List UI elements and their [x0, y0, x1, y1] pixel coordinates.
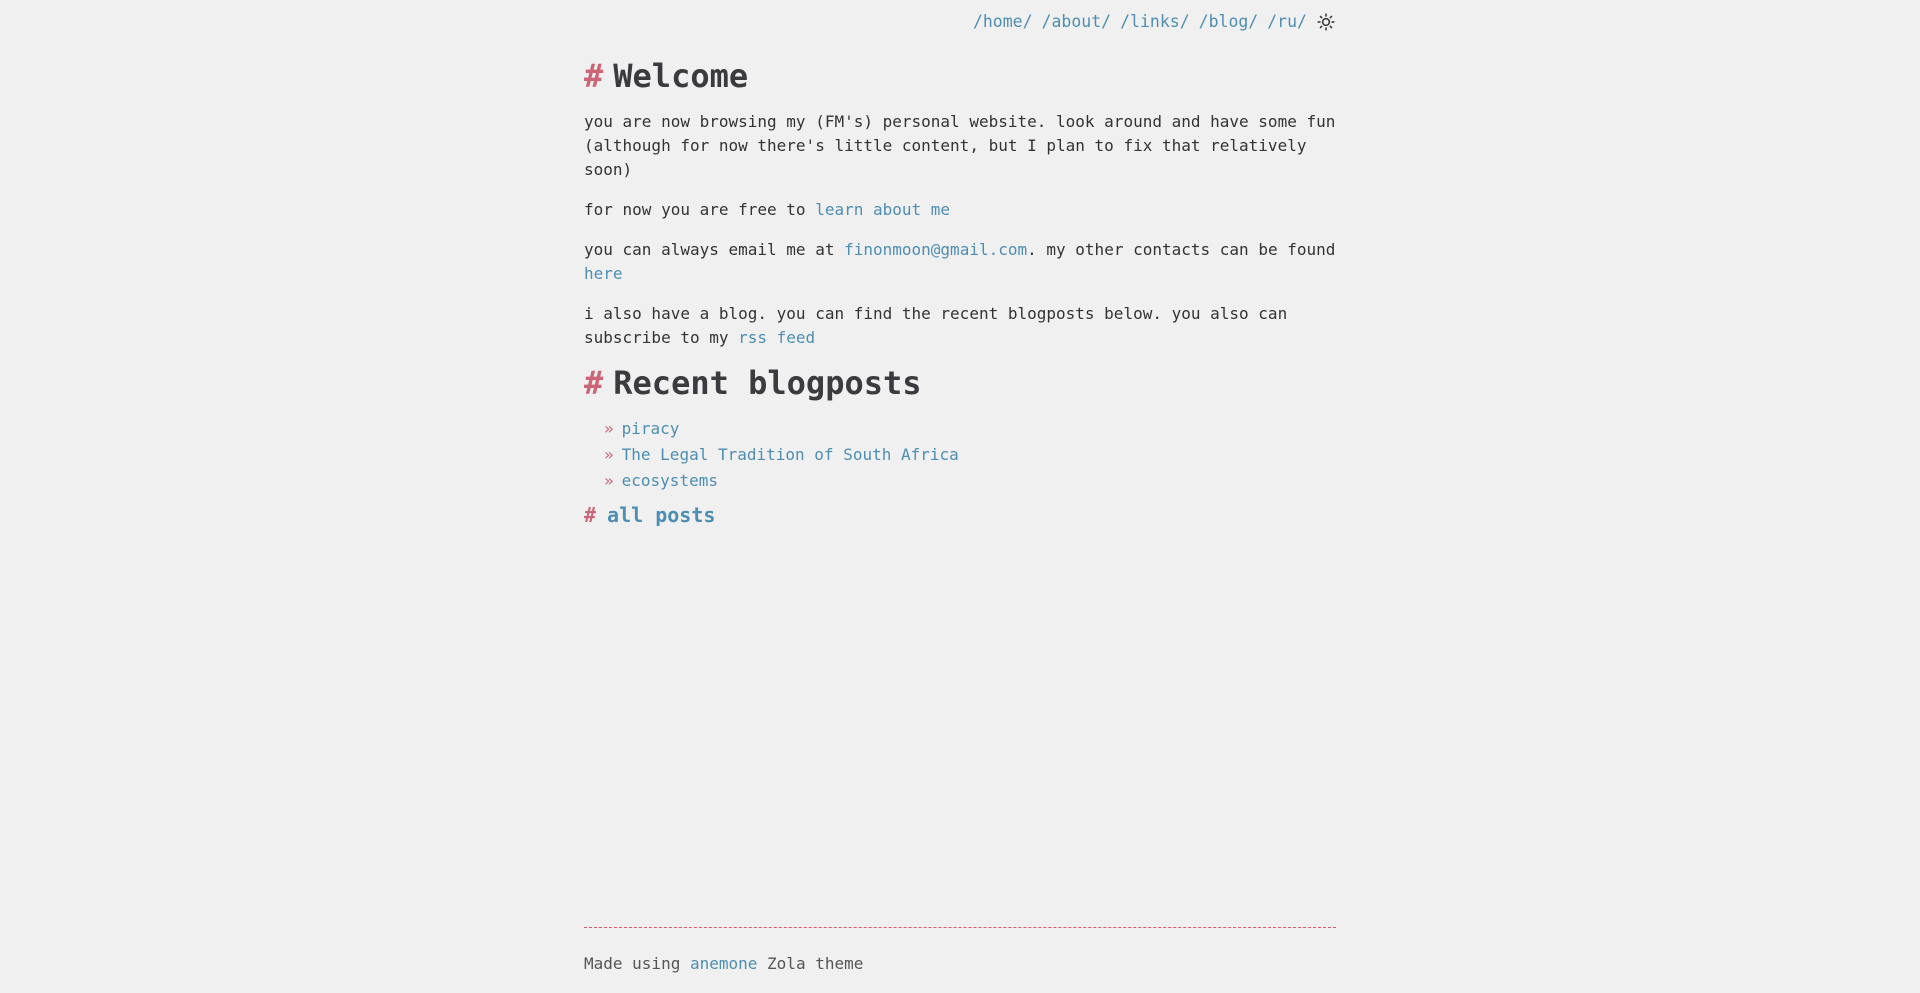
list-item: [604, 468, 959, 494]
footer-divider: [584, 927, 1336, 928]
footer-suffix: Zola theme: [757, 954, 864, 973]
about-paragraph: [584, 198, 1336, 222]
welcome-heading: [584, 56, 748, 96]
all-posts-hash: #: [584, 503, 597, 527]
intro-paragraph: you are now browsing my (FM's) personal website. look around and have some fun (although for now there's little content, but I plan to fix that relatively soon): [584, 112, 1336, 179]
post-link-ecosystems[interactable]: ecosystems: [621, 471, 718, 490]
recent-heading-text: Recent blogposts: [613, 364, 922, 402]
bullet-icon: »: [604, 445, 614, 464]
nav-ru-link[interactable]: /ru/: [1267, 12, 1307, 31]
recent-posts-list: [604, 416, 959, 494]
footer: [584, 952, 863, 976]
about-paragraph-text: for now you are free to: [584, 200, 816, 219]
all-posts-heading: [584, 500, 715, 530]
nav-about-link[interactable]: /about/: [1041, 12, 1112, 31]
recent-blogposts-heading: [584, 363, 922, 403]
contact-paragraph-prefix: you can always email me at: [584, 240, 845, 259]
welcome-heading-text: Welcome: [613, 57, 749, 95]
rss-feed-link[interactable]: rss feed: [738, 328, 816, 347]
blog-paragraph-text: i also have a blog. you can find the recent blogposts below. you also can subscribe to my: [584, 304, 1288, 347]
sun-icon: [1317, 13, 1335, 31]
welcome-heading-hash: #: [584, 57, 604, 95]
email-link[interactable]: finonmoon@gmail.com: [844, 240, 1028, 259]
nav-links-link[interactable]: /links/: [1120, 12, 1190, 31]
blog-paragraph: [584, 302, 1336, 350]
top-nav: [973, 11, 1336, 33]
anemone-theme-link[interactable]: anemone: [689, 954, 758, 973]
bullet-icon: »: [604, 419, 614, 438]
all-posts-link[interactable]: all posts: [607, 503, 716, 527]
bullet-icon: »: [604, 471, 614, 490]
contact-paragraph: [584, 238, 1336, 286]
list-item: [604, 442, 959, 468]
list-item: [604, 416, 959, 442]
nav-blog-link[interactable]: /blog/: [1198, 12, 1259, 31]
contacts-here-link[interactable]: here: [584, 264, 623, 283]
post-link-legal-tradition[interactable]: The Legal Tradition of South Africa: [621, 445, 959, 464]
nav-home-link[interactable]: /home/: [972, 12, 1033, 31]
footer-prefix: Made using: [584, 954, 690, 973]
theme-toggle-button[interactable]: [1316, 12, 1336, 32]
learn-about-me-link[interactable]: learn about me: [815, 200, 951, 219]
contact-paragraph-middle: . my other contacts can be found: [1027, 240, 1336, 259]
post-link-piracy[interactable]: piracy: [621, 419, 680, 438]
recent-heading-hash: #: [584, 364, 604, 402]
